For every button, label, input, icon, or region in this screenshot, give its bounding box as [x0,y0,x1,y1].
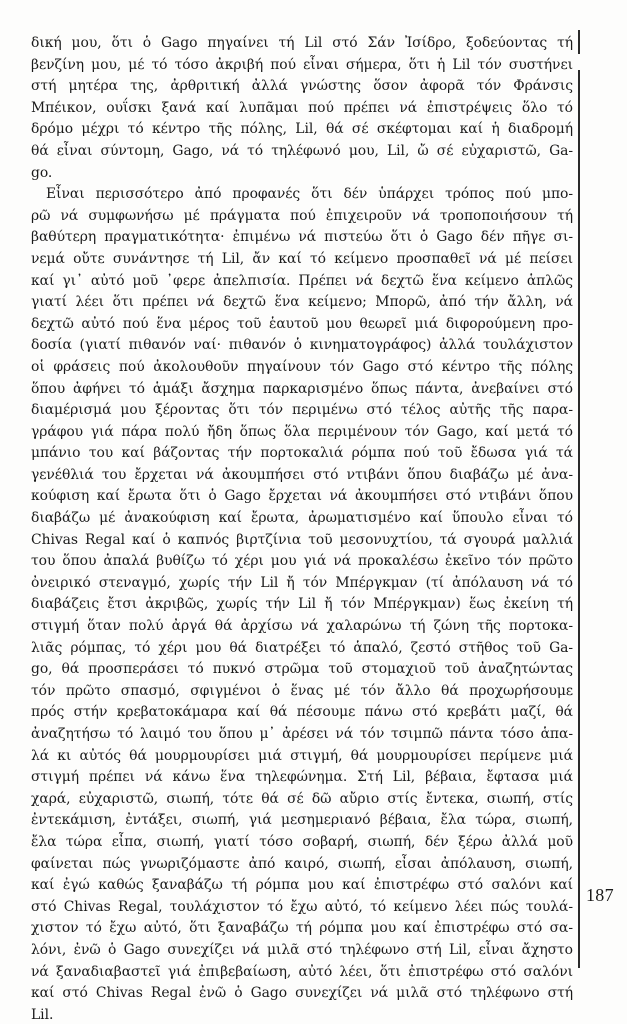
text-line: ἀναζητήσω τό λαιμό του ὅπου μ᾽ ἀρέσει νά τόν τσιμπῶ πάντα τόσο ἁπα- [31,726,573,742]
text-line: του ὅπου ἀπαλά βυθίζω τό χέρι μου γιά νά προκαλέσω ἐκεῖνο τόν πρῶτο [31,553,573,570]
text-line: νεμά οὔτε συνάντησε τή Lil, ἄν καί τό κείμενο προσπαθεῖ νά μέ πείσει [31,250,573,267]
text-line: ἔλα τώρα εἶπα, σιωπή, γιατί τόσο σοβαρή, σιωπή, δέν ξέρω ἀλλά μοῦ [31,833,573,850]
text-line: στή μητέρα της, ἀρθριτική ἀλλά γνώστης ὅσον ἀφορᾶ τόν Φράνσις [31,78,573,95]
text-line: δεχτῶ αὐτό πού ἕνα μέρος τοῦ ἑαυτοῦ μου θεωρεῖ μιά διφορούμενη προ- [31,315,573,332]
text-line: διαβάζεις ἔτσι ἀκριβῶς, χωρίς τήν Lil ἤ τόν Μπέργκμαν) ἕως ἐκείνη τή [31,596,573,613]
text-line: στό Chivas Regal, τουλάχιστον τό ἔχω αὐτό, τό κείμενο λέει πώς τουλά- [31,898,573,915]
text-line: οἱ φράσεις πού ἀκολουθοῦν πηγαίνουν τόν Gago στό κέντρο τῆς πόλης [31,358,573,375]
text-line: γιατί λέει ὅτι πρέπει νά δεχτῶ ἕνα κείμενο; Μπορῶ, ἀπό τήν ἄλλη, νά [31,294,573,311]
text-line: χιστον τό ἔχω αὐτό, ὅτι ξαναβάζω τή ρόμπα μου καί ἐπιστρέφω στό σα- [31,920,573,937]
text-line: γενέθλιά του ἔρχεται νά ἀκουμπήσει στό ντιβάνι ὅπου διαβάζω μέ ἀνα- [31,466,573,483]
text-line: πρός στήν κρεβατοκάμαρα καί θά πέσουμε πάνω στό κρεβάτι μαζί, θά [31,704,573,721]
text-line: χαρά, εὐχαριστῶ, σιωπή, τότε θά σέ δῶ αὔριο στίς ἔντεκα, σιωπή, στίς [31,790,573,807]
text-line: ὅπου ἀφήνει τό ἁμάξι ἄσχημα παρκαρισμένο ὅπως πάντα, ἀνεβαίνει στό [31,380,573,397]
text-line: go. [31,164,53,181]
text-line: στιγμή ὅταν πολύ ἀργά θά ἀρχίσω νά χαλαρώνω τή ζώνη τῆς πορτοκα- [31,618,573,635]
text-line: δρόμο μέχρι τό κέντρο τῆς πόλης, Lil, θά σέ σκέφτομαι καί ἡ διαδρομή [31,121,573,138]
text-line: καί ἐγώ καθώς ξαναβάζω τή ρόμπα μου καί ἐπιστρέφω στό σαλόνι καί [31,877,573,894]
text-line: λά κι αὐτός θά μουρμουρίσει μιά στιγμή, θά μουρμουρίσει περίμενε μιά [31,747,573,764]
text-line: καί στό Chivas Regal ἐνῶ ὁ Gago συνεχίζει νά μιλᾶ στό τηλέφωνο στή [31,985,573,1002]
text-line: θά εἶναι σύντομη, Gago, νά τό τηλέφωνό μου, Lil, ὤ σέ εὐχαριστῶ, Ga- [31,142,573,159]
margin-rule [578,70,580,968]
text-line: go, θά προσπεράσει τό πυκνό στρῶμα τοῦ στομαχιοῦ τοῦ ἀναζητώντας [31,661,573,678]
text-line: ρῶ νά συμφωνήσω μέ πράγματα πού ἐπιχειροῦν νά τροποποιήσουν τή [31,207,573,224]
text-line: στιγμή πρέπει νά κάνω ἕνα τηλεφώνημα. Στή Lil, βέβαια, ἔφτασα μιά [31,769,573,786]
margin-rule-top [578,30,580,54]
text-line: δική μου, ὅτι ὁ Gago πηγαίνει τή Lil στό Σάν Ἰσίδρο, ξοδεύοντας τή [31,35,573,51]
text-line: διαβάζω μέ ἀνακούφιση καί ἔρωτα, ἀρωματισμένο καί ὕπουλο εἶναι τό [31,510,573,527]
text-line: λόνι, ἐνῶ ὁ Gago συνεχίζει νά μιλᾶ στό τηλέφωνο στή Lil, εἶναι ἄχηστο [31,941,573,958]
text-line: φαίνεται πώς γνωριζόμαστε ἀπό καιρό, σιωπή, εἶσαι ἀπόλαυση, σιωπή, [31,855,573,872]
paragraph [31,33,573,184]
text-line: βαθύτερη πραγματικότητα· ἐπιμένω νά πιστεύω ὅτι ὁ Gago δέν πῆγε σι- [31,229,573,246]
text-line: τόν πρῶτο σπασμό, σφιγμένοι ὁ ἕνας μέ τόν ἄλλο θά προχωρήσουμε [31,682,573,699]
page-number: 187 [586,885,614,905]
text-line: δοσία (γιατί πιθανόν ναί· πιθανόν ὁ κινηματογράφος) ἀλλά τουλάχιστον [31,337,573,354]
text-line: Lil. [31,1006,54,1023]
paragraph [31,184,573,1026]
text-line: καί γι᾽ αὐτό μοῦ ᾽φερε ἀπελπισία. Πρέπει νά δεχτῶ ἕνα κείμενο ἁπλῶς [31,272,573,289]
text-line: Chivas Regal καί ὁ καπνός βιρτζίνια τοῦ μεσονυχτίου, τά σγουρά μαλλιά [31,531,573,548]
text-line: κούφιση καί ἔρωτα ὅτι ὁ Gago ἔρχεται νά ἀκουμπήσει στό ντιβάνι ὅπου [31,488,573,505]
text-line: βενζίνη μου, μέ τό τόσο ἀκριβή πού εἶναι σήμερα, ὅτι ἡ Lil τόν συστήνει [31,56,573,73]
text-line: μπάνιο του καί βάζοντας τήν πορτοκαλιά ρόμπα πού τοῦ ἔδωσα γιά τά [31,445,573,462]
text-line: διαμέρισμά μου ξέροντας ὅτι τόν περιμένω στό τέλος αὐτῆς τῆς παρα- [31,402,573,419]
text-line: Εἶναι περισσότερο ἀπό προφανές ὅτι δέν ὑπάρχει τρόπος πού μπο- [46,186,573,203]
body-text [31,33,573,1026]
text-line: λιᾶς ρόμπας, τό χέρι μου θά διατρέξει τό ἁπαλό, ζεστό στῆθος τοῦ Ga- [31,639,573,656]
text-line: ὀνειρικό στεναγμό, χωρίς τήν Lil ἤ τόν Μπέργκμαν (τί ἀπόλαυση νά τό [31,574,573,591]
text-line: Μπέικον, ουΐσκι ξανά καί λυπᾶμαι πού πρέπει νά ἐπιστρέψεις ὅλο τό [31,99,573,116]
text-line: γράφου γιά πάρα πολύ ἤδη ὅπως ὅλα περιμένουν τόν Gago, καί μετά τό [31,423,573,440]
text-line: νά ξαναδιαβαστεῖ γιά ἐπιβεβαίωση, αὐτό λέει, ὅτι ἐπιστρέφω στό σαλόνι [31,963,573,980]
text-line: ἐντεκάμιση, ἐντάξει, σιωπή, γιά μεσημεριανό βέβαια, ἔλα τώρα, σιωπή, [31,812,573,829]
